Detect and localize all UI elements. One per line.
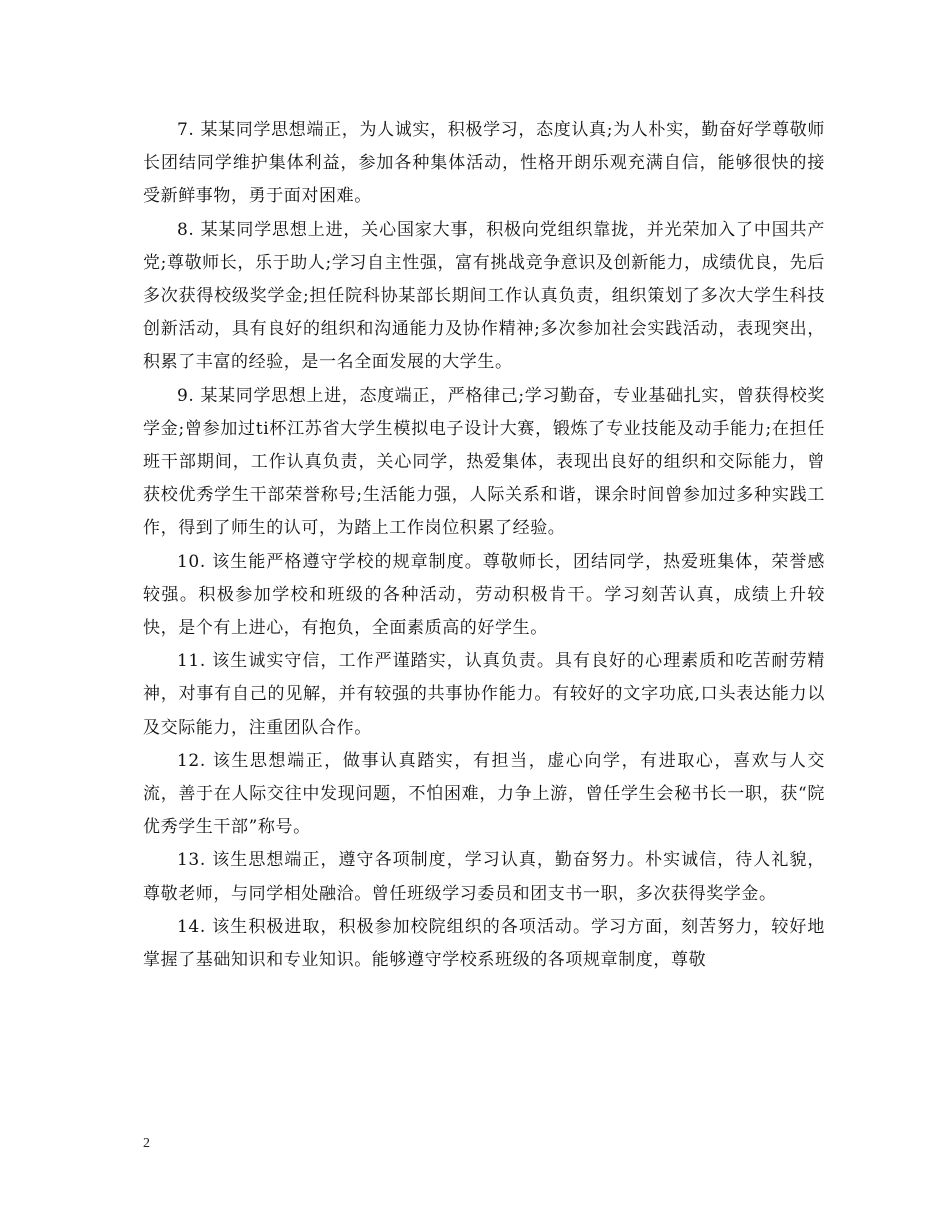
body-text [143,114,825,977]
paragraph-14: 14. 该生积极进取，积极参加校院组织的各项活动。学习方面，刻苦努力，较好地掌握了基础知识和专业知识。能够遵守学校系班级的各项规章制度，尊敬 [143,916,825,971]
paragraph-11: 11. 该生诚实守信，工作严谨踏实，认真负责。具有良好的心理素质和吃苦耐劳精神，对事有自己的见解，并有较强的共事协作能力。有较好的文字功底,口头表达能力以及交际能力，注重团队合作。 [143,651,825,738]
paragraph-8: 8. 某某同学思想上进，关心国家大事，积极向党组织靠拢，并光荣加入了中国共产党;尊敬师长，乐于助人;学习自主性强，富有挑战竞争意识及创新能力，成绩优良，先后多次获得校级奖学金;担任院科协某部长期间工作认真负责，组织策划了多次大学生科技创新活动，具有良好的组织和沟通能力及协作精神;多次参加社会实践活动，表现突出，积累了丰富的经验，是一名全面发展的大学生。 [143,219,825,373]
paragraph-9: 9. 某某同学思想上进，态度端正，严格律己;学习勤奋，专业基础扎实，曾获得校奖学金;曾参加过ti杯江苏省大学生模拟电子设计大赛，锻炼了专业技能及动手能力;在担任班干部期间，工作认真负责，关心同学，热爱集体，表现出良好的组织和交际能力，曾获校优秀学生干部荣誉称号;生活能力强，人际关系和谐，课余时间曾参加过多种实践工作，得到了师生的认可，为踏上工作岗位积累了经验。 [143,385,825,539]
paragraph-12: 12. 该生思想端正，做事认真踏实，有担当，虚心向学，有进取心，喜欢与人交流，善于在人际交往中发现问题，不怕困难，力争上游，曾任学生会秘书长一职，获“院优秀学生干部”称号。 [143,750,825,838]
page-number: 2 [143,1136,150,1151]
paragraph-10: 10. 该生能严格遵守学校的规章制度。尊敬师长，团结同学，热爱班集体，荣誉感较强。积极参加学校和班级的各种活动，劳动积极肯干。学习刻苦认真，成绩上升较快，是个有上进心，有抱负，全面素质高的好学生。 [143,551,825,639]
paragraph-13: 13. 该生思想端正，遵守各项制度，学习认真，勤奋努力。朴实诚信，待人礼貌，尊敬老师，与同学相处融洽。曾任班级学习委员和团支书一职，多次获得奖学金。 [143,850,825,904]
paragraph-7: 7. 某某同学思想端正，为人诚实，积极学习，态度认真;为人朴实，勤奋好学尊敬师长团结同学维护集体利益，参加各种集体活动，性格开朗乐观充满自信，能够很快的接受新鲜事物，勇于面对困难。 [143,120,825,207]
